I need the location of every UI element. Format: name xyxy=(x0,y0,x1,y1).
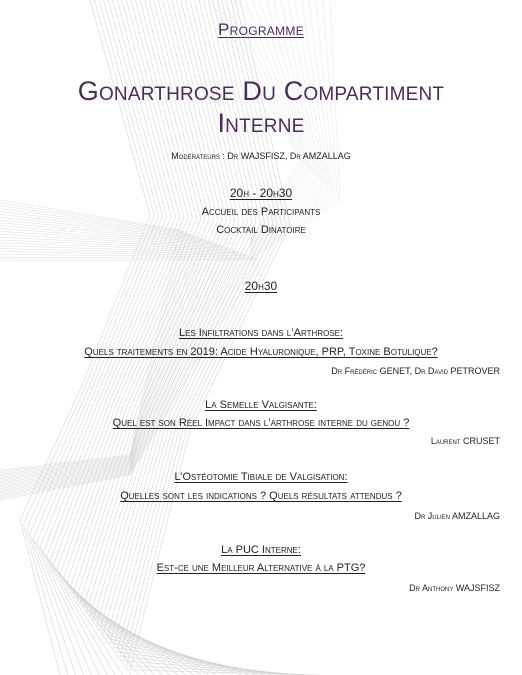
talk-4-title: La PUC Interne: xyxy=(221,544,301,556)
talk-3-speaker: Dr Julien AMZALLAG xyxy=(414,511,500,521)
moderators-line: Modérateurs : Dr WAJSFISZ, Dr AMZALLAG xyxy=(171,151,351,161)
talk-4-speaker: Dr Anthony WAJSFISZ xyxy=(409,583,500,593)
welcome-line2: Cocktail Dinatoire xyxy=(216,224,306,236)
talk-3-question: Quelles sont les indications ? Quels résultats attendus ? xyxy=(120,490,402,502)
session-time: 20h30 xyxy=(244,279,278,293)
talk-1-title: Les Infiltrations dans l’Arthrose: xyxy=(178,327,344,339)
welcome-line1: Accueil des Participants xyxy=(201,206,321,218)
talk-3-title: L’Ostéotomie Tibiale de Valgisation: xyxy=(174,471,348,483)
talk-2-speaker: Laurent CRUSET xyxy=(430,436,500,446)
welcome-time: 20h - 20h30 xyxy=(229,186,293,200)
talk-2-title: La Semelle Valgisante: xyxy=(205,399,317,411)
programme-heading: Programme xyxy=(217,20,305,39)
talk-1-question: Quels traitements en 2019: Acide Hyaluronique, PRP, Toxine Botulique? xyxy=(84,346,438,358)
page-title-line1: Gonarthrose Du Compartiment xyxy=(77,76,445,106)
talk-4-question: Est-ce une Meilleur Alternative à la PTG? xyxy=(156,562,366,574)
talk-2-question: Quel est son Réel Impact dans l’arthrose interne du genou ? xyxy=(112,417,410,429)
page-title-line2: Interne xyxy=(217,108,305,138)
talk-1-speaker: Dr Frédéric GENET, Dr David PETROVER xyxy=(331,366,500,376)
